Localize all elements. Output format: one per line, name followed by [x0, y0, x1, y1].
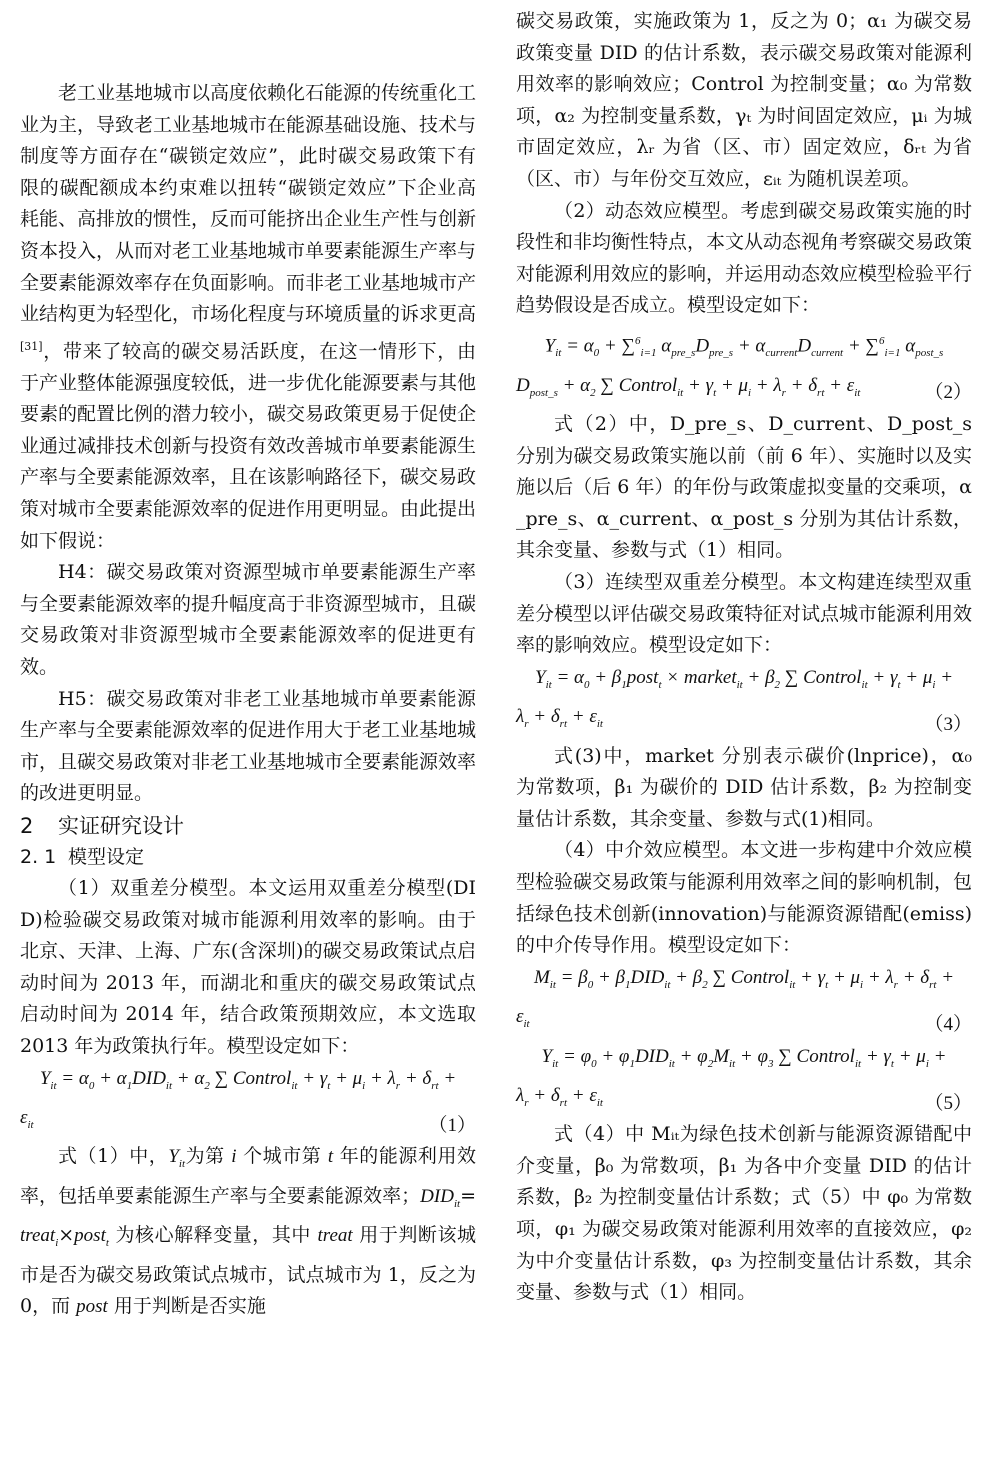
equation-3-number: （3） [924, 713, 972, 735]
paragraph-continued: 碳交易政策，实施政策为 1，反之为 0；α₁ 为碳交易政策变量 DID 的估计系数，表示碳交易政策对能源利用效率的影响效应；Control 为控制变量；α₀ 为常数项，α₂ 为控制变量系数，γₜ 为时间固定效应，μᵢ 为城市固定效应，λᵣ 为省（区、市）固定效应，δᵣₜ 为省（区、市）与年份交互效应，εᵢₜ 为随机误差项。 [516, 10, 972, 190]
hypothesis-h4: H4：碳交易政策对资源型城市单要素能源生产率与全要素能源效率的提升幅度高于非资源型城市，且碳交易政策对非资源型城市全要素能源效率的促进更有效。 [20, 561, 477, 679]
paragraph-eq2-description: 式（2）中，D_pre_s、D_current、D_post_s 分别为碳交易政策实施以前（前 6 年）、实施时以及实施以后（后 6 年）的年份与政策虚拟变量的交乘项，α_pre_s、α_current、α_post_s 分别为其估计系数，其余变量、参数与式（1）相同。 [516, 413, 972, 562]
paragraph-mediation-model: （4）中介效应模型。本文进一步构建中介效应模型检验碳交易政策与能源利用效率之间的影响机制，包括绿色技术创新(innovation)与能源资源错配(emiss)的中介传导作用。模型设定如下： [516, 839, 973, 957]
paragraph-carbon-lock: 老工业基地城市以高度依赖化石能源的传统重化工业为主，导致老工业基地城市在能源基础设施、技术与制度等方面存在“碳锁定效应”，此时碳交易政策下有限的碳配额成本约束难以扭转“碳锁定效应”下企业高耗能、高排放的惯性，反而可能挤出企业生产性与创新资本投入，从而对老工业基地城市单要素能源生产率与全要素能源效率存在负面影响。而非老工业基地城市产业结构更为轻型化，市场化程度与环境质量的诉求更高[31]，带来了较高的碳交易活跃度，在这一情形下，由于产业整体能源强度较低，进一步优化能源要素与其他要素的配置比例的潜力较小，碳交易政策更易于促使企业通过减排技术创新与投资有效改善城市单要素能源生产率与全要素能源效率，且在该影响路径下，碳交易政策对城市全要素能源效率的促进作用更明显。由此提出如下假说： [20, 82, 477, 552]
paragraph-eq45-description: 式（4）中 Mᵢₜ为绿色技术创新与能源资源错配中介变量，β₀ 为常数项，β₁ 为各中介变量 DID 的估计系数，β₂ 为控制变量估计系数；式（5）中 φ₀ 为常数项，φ₁ 为碳交易政策对能源利用效率的直接效应，φ₂ 为中介变量估计系数，φ₃ 为控制变量估计系数，其余变量、参数与式（1）相同。 [516, 1123, 972, 1304]
equation-5-number: （5） [924, 1092, 972, 1114]
equation-1: $Y_{it} = \alpha_0 + \alpha_1DID_{it} + \alpha_2$ ∑ Control$_{it}$ + $\gamma_t + \mu_i + \lambda_r + \delta_{rt}$ + $\varepsilon_{it}$ （1） [20, 1063, 476, 1142]
equation-1-number: （1） [428, 1114, 476, 1136]
paragraph-did-model: （1）双重差分模型。本文运用双重差分模型(DID)检验碳交易政策对城市能源利用效率的影响。由于北京、天津、上海、广东(含深圳)的碳交易政策试点启动时间为 2013 年，而湖北和重庆的碳交易政策试点启动时间为 2014 年，结合政策预期效应，本文选取 2013 年为政策执行年。模型设定如下： [20, 876, 476, 1057]
right-column [516, 6, 972, 1309]
equation-3: $Y_{it} = \alpha_0$ + $\beta_1post_t$ × market$_{it}$ + $\beta_2$ ∑ Control$_{it}$ + $\gamma_t + \mu_i$ + $\lambda_r + \delta_{rt} + \varepsilon_{it}$ （3） [516, 662, 972, 741]
paragraph-eq1-description: 式（1）中，$Y_{it}$为第 i 个城市第 t 年的能源利用效率，包括单要素能源生产率与全要素能源效率；$DID_{it}=treat_i\times post_t$ 为核心解释变量，其中 treat 用于判断该城市是否为碳交易政策试点城市，试点城市为 1，反之为 0，而 post 用于判断是否实施 [20, 1145, 477, 1318]
paragraph-dynamic-model: （2）动态效应模型。考虑到碳交易政策实施的时段性和非均衡性特点，本文从动态视角考察碳交易政策对能源利用效应的影响，并运用动态效应模型检验平行趋势假设是否成立。模型设定如下： [516, 199, 973, 317]
hypothesis-h5: H5：碳交易政策对非老工业基地城市单要素能源生产率与全要素能源效率的促进作用大于老工业基地城市，且碳交易政策对非老工业基地城市全要素能源效率的改进更明显。 [20, 687, 477, 805]
citation: [31] [20, 339, 43, 353]
equation-4-number: （4） [924, 1013, 972, 1035]
equation-4: $M_{it} = \beta_0 + \beta_1DID_{it} + \beta_2$ ∑ Control$_{it}$ + $\gamma_t + \mu_i + \lambda_r + \delta_{rt}$ + $\varepsilon_{it}$ （4） [516, 962, 972, 1041]
paragraph-eq3-description: 式(3)中，market 分别表示碳价(lnprice)，α₀ 为常数项，β₁ 为碳价的 DID 估计系数，β₂ 为控制变量估计系数，其余变量、参数与式(1)相同。 [516, 744, 972, 830]
equation-5: $Y_{it} = \varphi_0 + \varphi_1DID_{it} + \varphi_2M_{it} + \varphi_3$ ∑ Control$_{it}$ + $\gamma_t + \mu_i$ + $\lambda_r + \delta_{rt} + \varepsilon_{it}$ （5） [516, 1041, 972, 1120]
paragraph-continuous-did: （3）连续型双重差分模型。本文构建连续型双重差分模型以评估碳交易政策特征对试点城市能源利用效率的影响效应。模型设定如下： [516, 571, 973, 657]
left-column [20, 78, 476, 1323]
section-heading: 2 实证研究设计 [20, 813, 184, 838]
equation-2: $Y_{it} = \alpha_0 + \sum^6_{i=1}$ $\alpha_{pre\_s}D_{pre\_s} + \alpha_{current}D_{current} + \sum^6_{i=1}$ $\alpha_{post\_s}$ $D_{post\_s} + \alpha_2$ ∑ Control$_{it}$ + $\gamma_t + \mu_i + \lambda_r + \delta_{rt} + \varepsilon_{it}$ （2） [516, 326, 972, 409]
subsection-heading: 2. 1 模型设定 [20, 845, 145, 868]
equation-2-number: （2） [924, 382, 972, 404]
